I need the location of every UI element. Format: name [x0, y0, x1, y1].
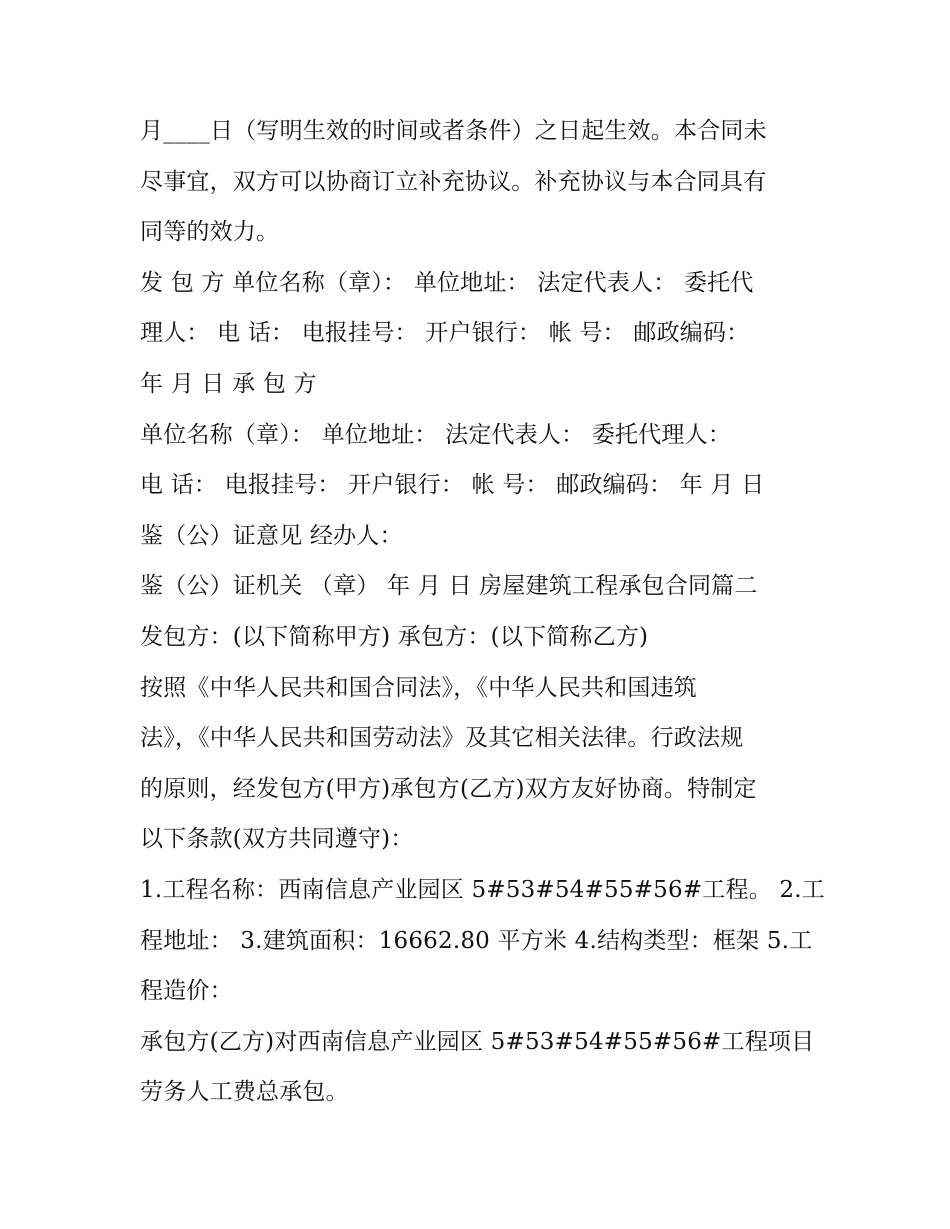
text-line: 以下条款(双方共同遵守)： [140, 826, 414, 853]
text-line: 鉴（公）证意见 经办人： [140, 522, 403, 549]
text-line: 尽事宜，双方可以协商订立补充协议。补充协议与本合同具有 [140, 168, 767, 195]
text-line: 年 月 日 承 包 方 [140, 370, 317, 397]
text-line: 法》，《中华人民共和国劳动法》及其它相关法律。行政法规 [140, 725, 744, 752]
text-line: 理人： 电 话： 电报挂号： 开户银行： 帐 号： 邮政编码： [140, 320, 750, 347]
text-line: 鉴（公）证机关 （章） 年 月 日 房屋建筑工程承包合同篇二 [140, 573, 758, 600]
text-line: 按照《中华人民共和国合同法》，《中华人民共和国违筑 [140, 674, 697, 701]
text-line: 承包方(乙方)对西南信息产业园区 5#53#54#55#56#工程项目 [140, 1028, 815, 1055]
text-line: 电 话： 电报挂号： 开户银行： 帐 号： 邮政编码： 年 月 日 [140, 472, 765, 499]
text-line: 单位名称（章）： 单位地址： 法定代表人： 委托代理人： [140, 421, 732, 448]
text-line: 发包方：(以下简称甲方) 承包方：(以下简称乙方) [140, 623, 649, 650]
text-line: 1.工程名称：西南信息产业园区 5#53#54#55#56#工程。 2.工 [140, 876, 825, 903]
text-line: 程造价： [140, 978, 233, 1005]
text-line: 发 包 方 单位名称（章）： 单位地址： 法定代表人： 委托代 [140, 269, 754, 296]
document-body [140, 106, 825, 1118]
text-line: 程地址： 3.建筑面积：16662.80 平方米 4.结构类型：框架 5.工 [140, 927, 813, 954]
text-line: 同等的效力。 [140, 219, 280, 246]
text-line: 月____日（写明生效的时间或者条件）之日起生效。本合同未 [140, 118, 767, 144]
text-line: 的原则，经发包方(甲方)承包方(乙方)双方友好协商。特制定 [140, 775, 757, 802]
text-line: 劳务人工费总承包。 [140, 1079, 349, 1106]
